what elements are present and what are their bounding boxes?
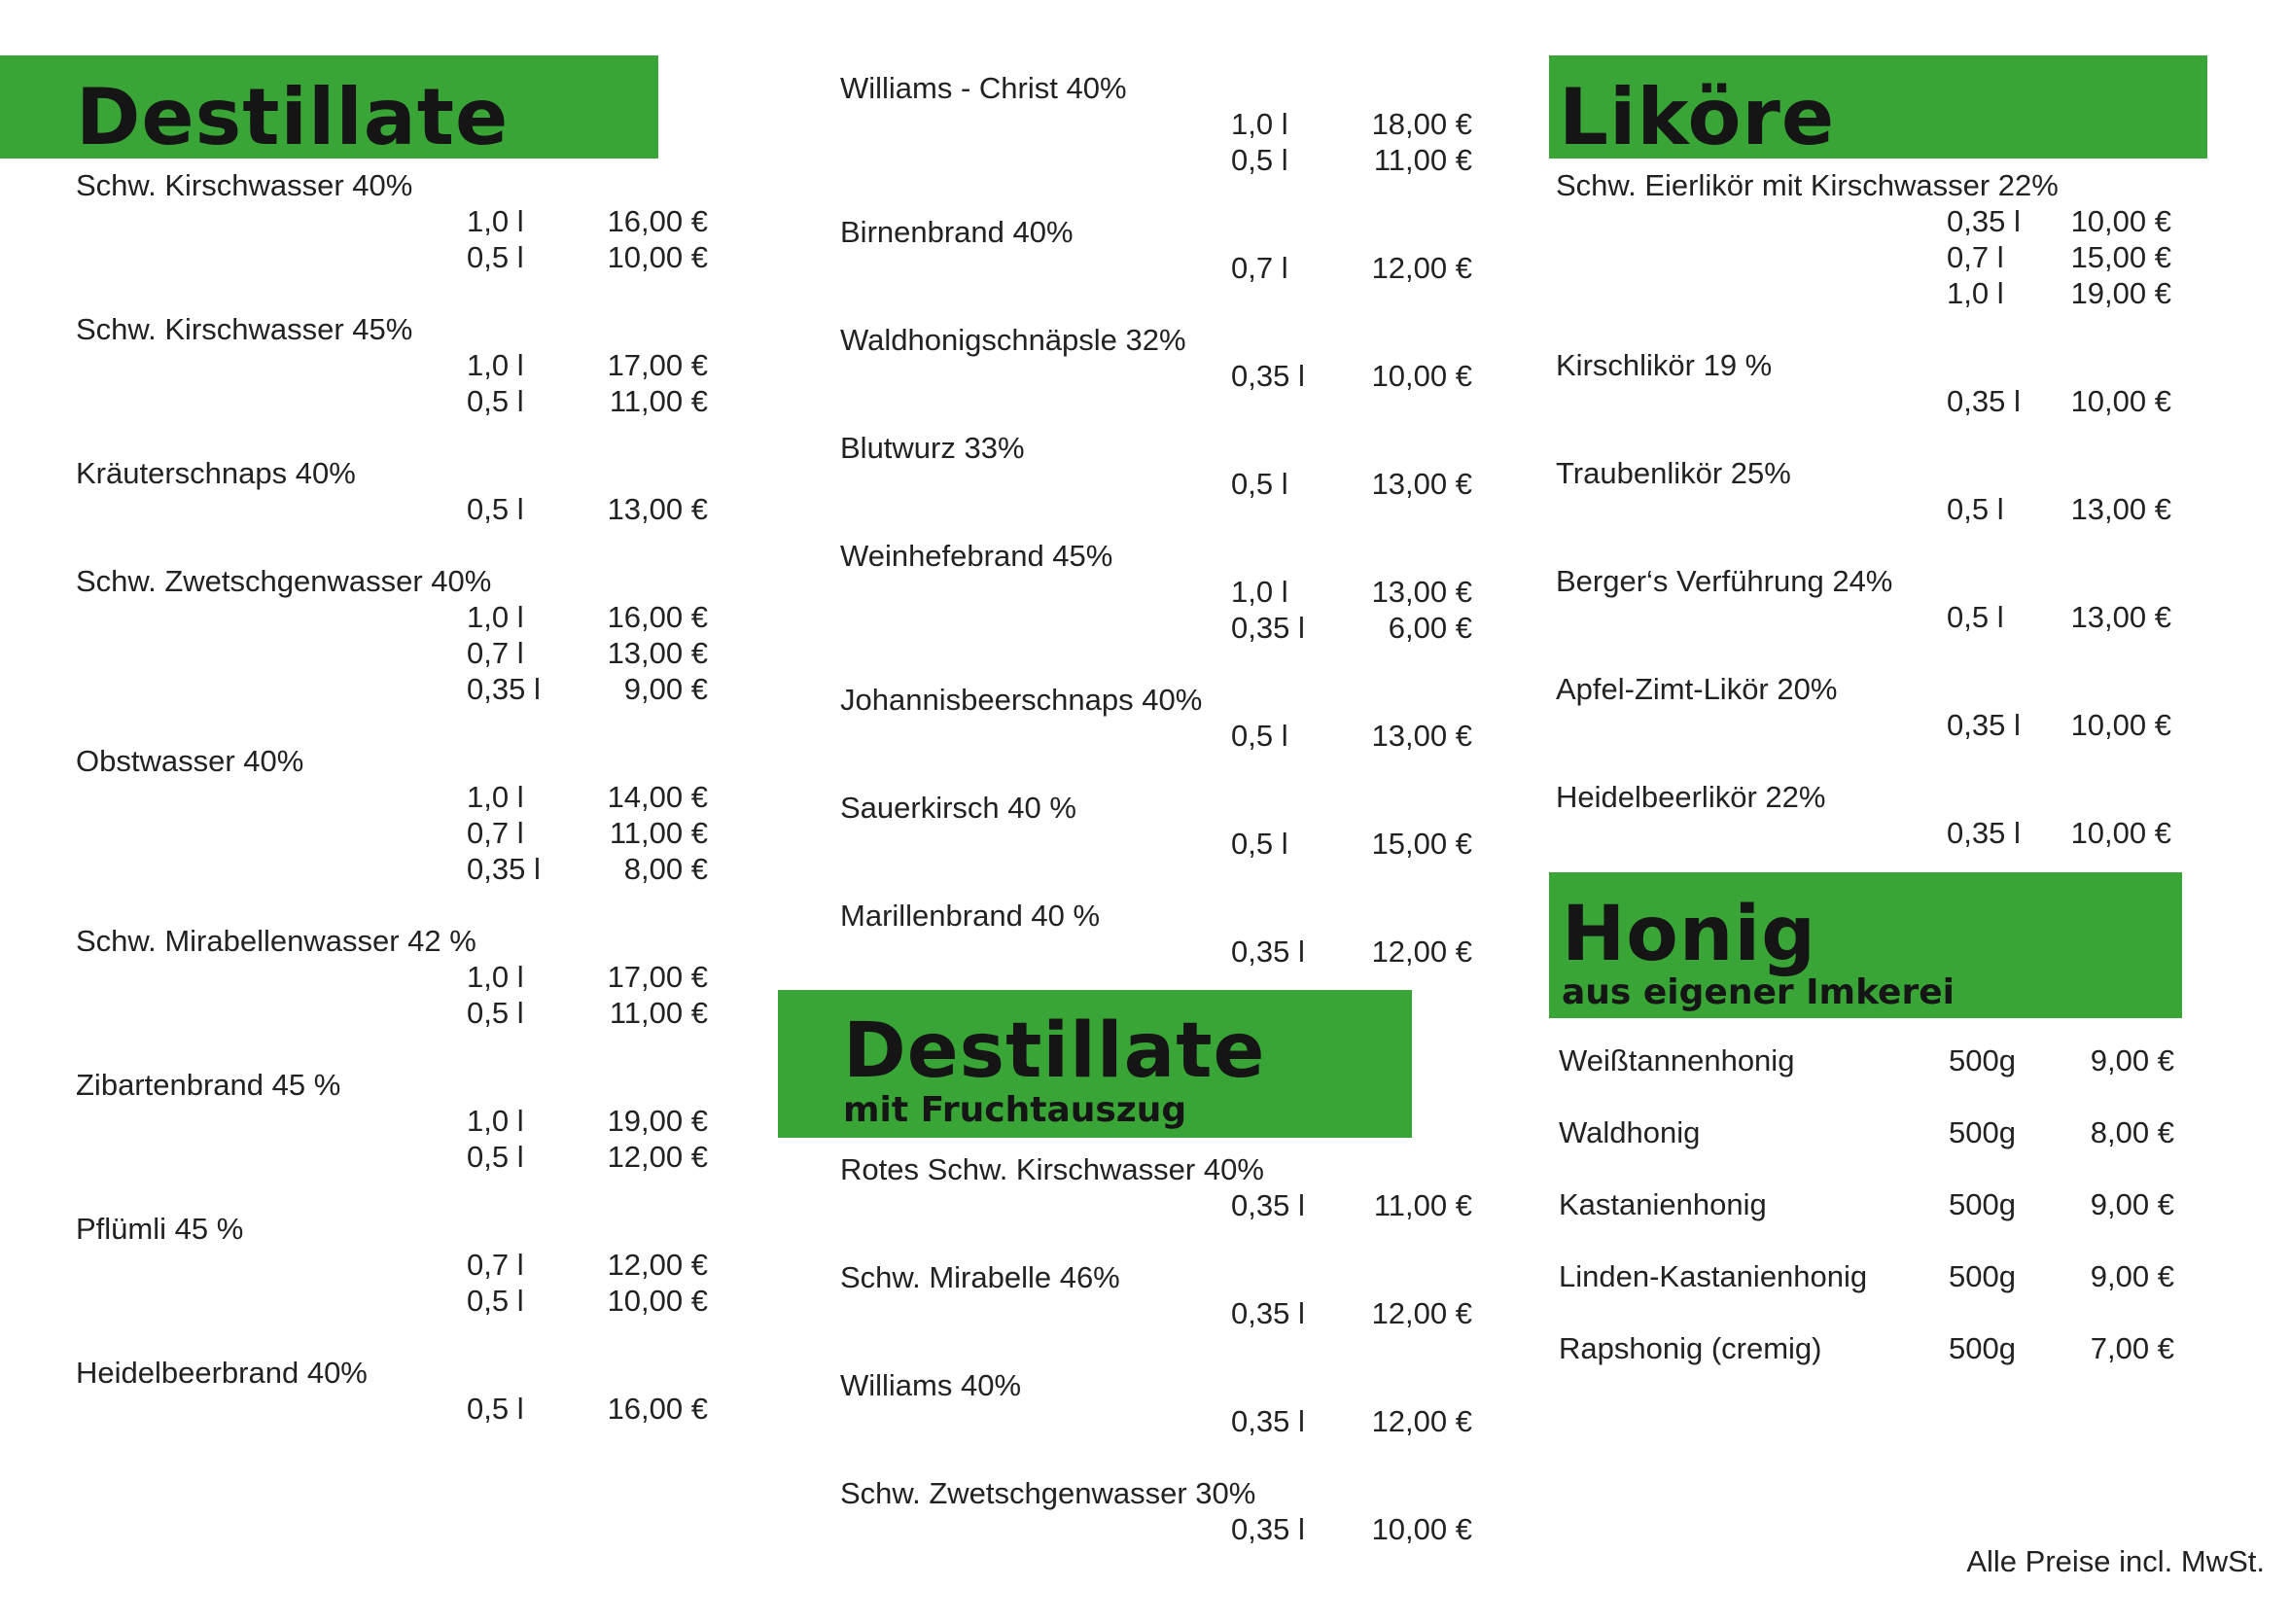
price: 9,00 € [2090,1187,2174,1221]
price: 12,00 € [1371,251,1472,285]
item-name: Traubenlikör 25% [1556,456,1791,490]
item-name: Schw. Kirschwasser 40% [76,168,413,202]
price-row [76,779,737,815]
price-row [840,250,1501,286]
list-item [840,790,1501,898]
price: 10,00 € [2070,816,2171,850]
list-item [840,898,1501,1006]
price: 8,00 € [2090,1115,2174,1149]
volume: 1,0 l [467,960,524,994]
price: 10,00 € [1371,359,1472,393]
price: 17,00 € [607,960,708,994]
item-name: Williams 40% [840,1368,1022,1402]
volume: 0,5 l [1231,467,1288,501]
price-row [840,1511,1501,1547]
list-item [76,1355,737,1463]
volume: 0,5 l [467,1140,524,1174]
price-row [1556,239,2217,275]
volume: 0,35 l [1947,816,2021,850]
list-item [1556,347,2217,455]
price: 13,00 € [2070,492,2171,526]
list-item [76,1211,737,1355]
price: 9,00 € [623,672,708,706]
price: 10,00 € [2070,204,2171,238]
destillate-banner [0,55,658,162]
list-item [76,743,737,923]
volume: 0,35 l [467,852,541,886]
list-item [840,322,1501,430]
price: 10,00 € [607,240,708,274]
volume: 0,35 l [1231,611,1305,645]
item-name: Heidelbeerbrand 40% [76,1356,368,1390]
item-name: Heidelbeerlikör 22% [1556,780,1826,814]
price: 15,00 € [2070,240,2171,274]
volume: 0,7 l [467,636,524,670]
item-name: Kirschlikör 19 % [1556,348,1773,382]
price: 19,00 € [607,1104,708,1138]
volume: 1,0 l [467,204,524,238]
price-row [840,106,1501,142]
list-item [840,1475,1501,1583]
price-row [76,203,737,239]
item-name: Weinhefebrand 45% [840,539,1113,573]
footnote: Alle Preise incl. MwSt. [1966,1544,2265,1578]
volume: 0,5 l [1947,600,2004,634]
price: 15,00 € [1371,827,1472,861]
list-item [1559,1169,2220,1241]
volume: 0,35 l [1231,359,1305,393]
volume: 1,0 l [467,780,524,814]
volume: 0,5 l [467,384,524,418]
weight: 500g [1949,1043,2016,1077]
list-item [840,538,1501,682]
fruchtauszug-banner [778,990,1412,1138]
volume: 0,35 l [1947,384,2021,418]
volume: 0,5 l [467,1392,524,1426]
price: 14,00 € [607,780,708,814]
list-item [840,1367,1501,1475]
list-item [840,1259,1501,1367]
volume: 0,35 l [1231,1296,1305,1330]
price-row [840,358,1501,394]
item-name: Schw. Mirabellenwasser 42 % [76,924,476,958]
price-row [76,671,737,707]
item-name: Blutwurz 33% [840,431,1025,465]
list-item [76,167,737,311]
price: 7,00 € [2090,1331,2174,1365]
list-item [76,311,737,455]
price-row [76,851,737,887]
price: 17,00 € [607,348,708,382]
price: 12,00 € [1371,935,1472,969]
price-row [76,815,737,851]
price-row [76,1139,737,1175]
price-row [76,1391,737,1427]
item-name: Schw. Eierlikör mit Kirschwasser 22% [1556,168,2059,202]
fruchtauszug-list [840,1151,1501,1583]
price: 8,00 € [623,852,708,886]
item-name: Pflümli 45 % [76,1212,244,1246]
item-name: Obstwasser 40% [76,744,304,778]
price: 13,00 € [607,492,708,526]
volume: 0,7 l [1947,240,2004,274]
price: 11,00 € [609,384,708,418]
price: 10,00 € [607,1284,708,1318]
item-name: Berger‘s Verführung 24% [1556,564,1893,598]
price-row [1556,707,2217,743]
item-name: Kräuterschnaps 40% [76,456,356,490]
volume: 1,0 l [467,600,524,634]
price: 12,00 € [607,1140,708,1174]
price: 10,00 € [2070,384,2171,418]
list-item [840,70,1501,214]
price: 6,00 € [1388,611,1472,645]
price: 9,00 € [2090,1259,2174,1293]
list-item [840,682,1501,790]
list-item [1556,455,2217,563]
price: 19,00 € [2070,276,2171,310]
weight: 500g [1949,1187,2016,1221]
price: 12,00 € [1371,1296,1472,1330]
item-name: Schw. Zwetschgenwasser 40% [76,564,492,598]
price-row [76,959,737,995]
price: 12,00 € [607,1248,708,1282]
price-row [1556,815,2217,851]
honig-subtitle: aus eigener Imkerei [1562,972,1955,1012]
volume: 0,5 l [467,240,524,274]
volume: 0,35 l [1231,935,1305,969]
price: 13,00 € [1371,467,1472,501]
list-item [76,923,737,1067]
list-item [1559,1097,2220,1169]
volume: 0,35 l [1231,1188,1305,1222]
price-row [1556,275,2217,311]
price-row [840,1295,1501,1331]
price-row [76,491,737,527]
item-name: Schw. Kirschwasser 45% [76,312,413,346]
list-item [1556,167,2217,347]
price: 13,00 € [1371,719,1472,753]
price-row [840,142,1501,178]
destillate-list [76,167,737,1463]
volume: 0,35 l [1947,708,2021,742]
price: 11,00 € [609,996,708,1030]
price-row [76,995,737,1031]
item-name: Schw. Zwetschgenwasser 30% [840,1476,1256,1510]
price: 16,00 € [607,600,708,634]
price: 11,00 € [1373,143,1472,177]
list-item [1559,1313,2220,1385]
list-item [1556,779,2217,887]
item-name: Birnenbrand 40% [840,215,1074,249]
price: 9,00 € [2090,1043,2174,1077]
destillate-list-continued [840,70,1501,1006]
destillate-title: Destillate [76,72,510,162]
item-name: Rotes Schw. Kirschwasser 40% [840,1152,1264,1186]
price: 16,00 € [607,1392,708,1426]
price-row [840,1187,1501,1223]
price: 13,00 € [2070,600,2171,634]
volume: 0,35 l [1231,1512,1305,1546]
volume: 0,35 l [1231,1404,1305,1438]
honig-title: Honig [1562,891,1816,978]
likoere-title: Liköre [1559,72,1836,162]
price: 13,00 € [1371,575,1472,609]
list-item [76,455,737,563]
price: 12,00 € [1371,1404,1472,1438]
price-row [840,1403,1501,1439]
weight: 500g [1949,1259,2016,1293]
list-item [1556,671,2217,779]
item-name: Williams - Christ 40% [840,71,1127,105]
fruchtauszug-title: Destillate [843,1007,1266,1095]
item-name: Schw. Mirabelle 46% [840,1260,1120,1294]
price: 10,00 € [1371,1512,1472,1546]
weight: 500g [1949,1331,2016,1365]
volume: 0,35 l [467,672,541,706]
item-name: Linden-Kastanienhonig [1559,1259,1868,1293]
volume: 0,5 l [1231,827,1288,861]
list-item [76,1067,737,1211]
volume: 1,0 l [1231,107,1288,141]
price-row [76,1283,737,1319]
price-row [840,826,1501,862]
price: 13,00 € [607,636,708,670]
list-item [1556,563,2217,671]
item-name: Sauerkirsch 40 % [840,791,1076,825]
volume: 0,7 l [467,1248,524,1282]
price-row [76,239,737,275]
price: 10,00 € [2070,708,2171,742]
price-row [840,574,1501,610]
price-row [76,635,737,671]
volume: 0,5 l [1231,143,1288,177]
price-row [840,718,1501,754]
honig-list [1559,1025,2220,1385]
volume: 0,7 l [1231,251,1288,285]
volume: 1,0 l [467,348,524,382]
list-item [840,1151,1501,1259]
list-item [840,430,1501,538]
price-row [840,466,1501,502]
list-item [840,214,1501,322]
volume: 1,0 l [1231,575,1288,609]
item-name: Weißtannenhonig [1559,1043,1795,1077]
price: 16,00 € [607,204,708,238]
price-row [1556,383,2217,419]
price-row [76,1247,737,1283]
item-name: Zibartenbrand 45 % [76,1068,341,1102]
volume: 1,0 l [1947,276,2004,310]
weight: 500g [1949,1115,2016,1149]
likoere-list [1556,167,2217,887]
price-row [840,610,1501,646]
price-row [1556,599,2217,635]
item-name: Kastanienhonig [1559,1187,1767,1221]
price-row [1556,203,2217,239]
volume: 0,5 l [467,996,524,1030]
list-item [1559,1241,2220,1313]
item-name: Apfel-Zimt-Likör 20% [1556,672,1838,706]
likoere-banner [1549,55,2207,162]
price-row [76,599,737,635]
price-row [76,383,737,419]
list-item [1559,1025,2220,1097]
item-name: Marillenbrand 40 % [840,899,1101,933]
list-item [76,563,737,743]
volume: 1,0 l [467,1104,524,1138]
item-name: Waldhonig [1559,1115,1701,1149]
price-row [1556,491,2217,527]
item-name: Waldhonigschnäpsle 32% [840,323,1186,357]
item-name: Rapshonig (cremig) [1559,1331,1822,1365]
price: 18,00 € [1371,107,1472,141]
honig-banner [1549,872,2182,1018]
volume: 0,7 l [467,816,524,850]
item-name: Johannisbeerschnaps 40% [840,683,1203,717]
price-row [840,934,1501,970]
price-row [76,1103,737,1139]
fruchtauszug-subtitle: mit Fruchtauszug [843,1090,1187,1130]
price: 11,00 € [1373,1188,1472,1222]
volume: 0,5 l [467,492,524,526]
volume: 0,5 l [1947,492,2004,526]
volume: 0,5 l [467,1284,524,1318]
price: 11,00 € [609,816,708,850]
volume: 0,5 l [1231,719,1288,753]
volume: 0,35 l [1947,204,2021,238]
price-row [76,347,737,383]
